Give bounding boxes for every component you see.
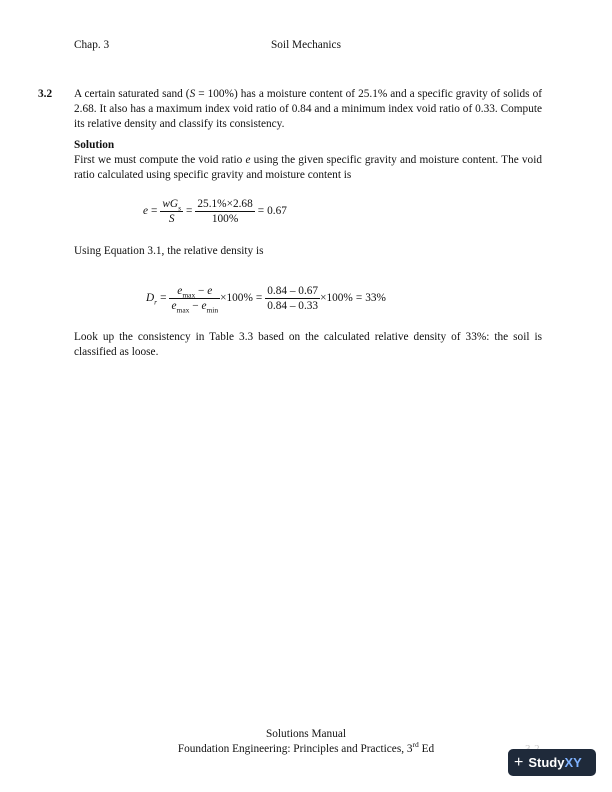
problem-number: 3.2 — [38, 88, 53, 100]
solution-paragraph-3: Look up the consistency in Table 3.3 based on the calculated relative density of 33%: the soil is classified as loose. — [74, 331, 542, 358]
header-chapter: Chap. 3 — [74, 39, 110, 51]
footer-line-1: Solutions Manual — [265, 728, 347, 740]
solution-paragraph-1: First we must compute the void ratio e using the given specific gravity and moisture content. The void ratio calculated using specific gravity and moisture content is — [74, 154, 542, 181]
header-title: Soil Mechanics — [271, 39, 341, 51]
studyxy-badge[interactable] — [508, 749, 596, 776]
plus-icon: + — [514, 754, 524, 771]
badge-text-study: Study — [528, 755, 565, 770]
problem-statement: A certain saturated sand (S = 100%) has a moisture content of 25.1% and a specific gravity of solids of 2.68. It also has a maximum index void ratio of 0.84 and a minimum index void ratio of 0.33. Compute its relative density and classify its consistency. — [74, 88, 542, 130]
solution-paragraph-2: Using Equation 3.1, the relative density is — [74, 245, 264, 257]
footer-line-2: Foundation Engineering: Principles and Practices, 3rd Ed — [177, 740, 435, 755]
void-ratio-equation: e = $\frac{wG_s}{S}$ = $\frac{25.1\%\times 2.68}{100\%}$ = 0.67 — [143, 198, 287, 225]
badge-text-xy: XY — [564, 755, 582, 770]
relative-density-equation: $D_r$ = $\frac{e_{max} - e}{e_{max} - e_{min}}$ ×100% = $\frac{0.84 - 0.67}{0.84 - 0.33}$ ×100% = 33% — [146, 285, 386, 315]
solution-heading: Solution — [74, 139, 115, 151]
